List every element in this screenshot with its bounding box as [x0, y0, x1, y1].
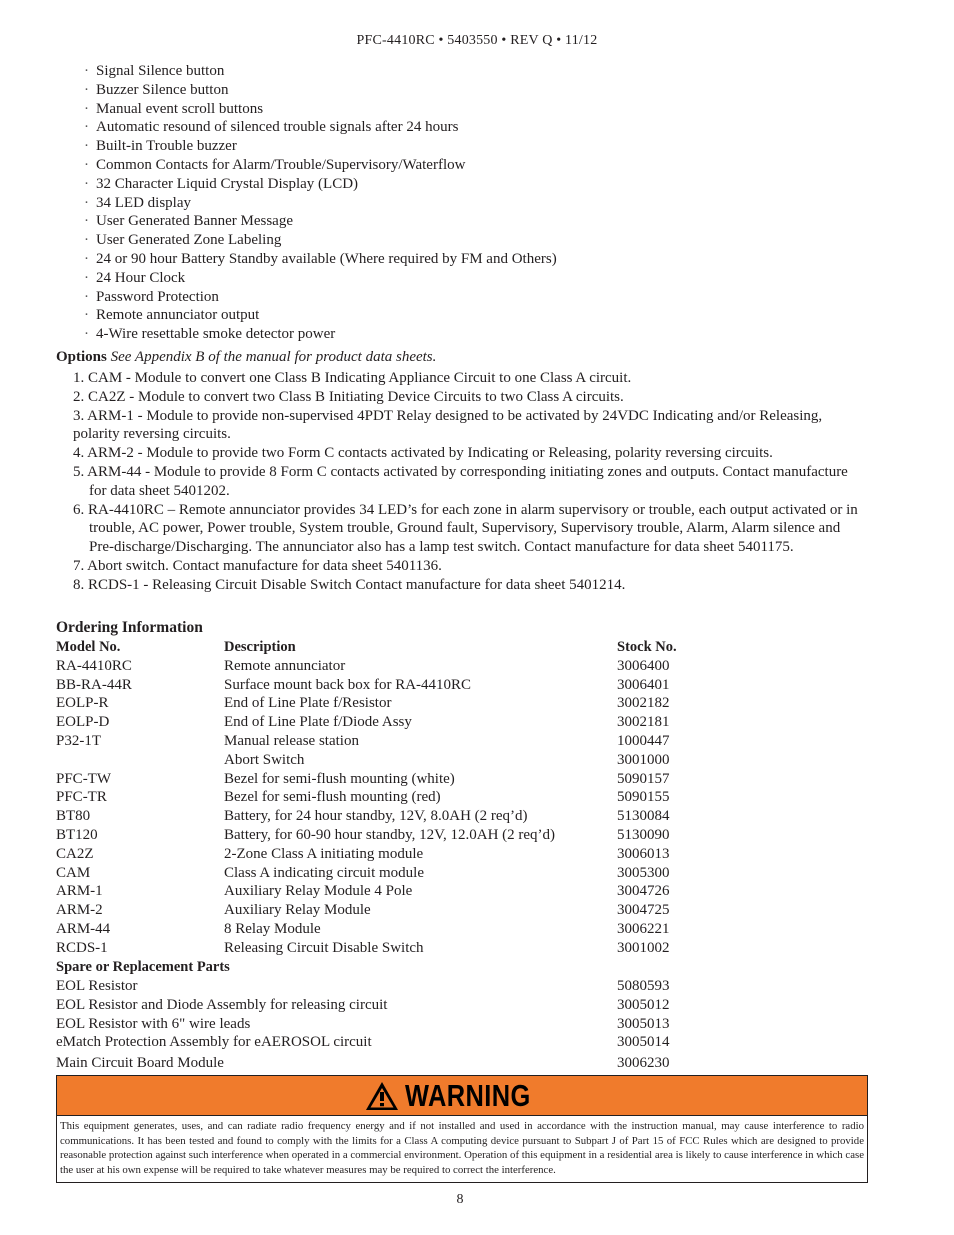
description-cell: Remote annunciator	[224, 657, 346, 674]
description-cell: Battery, for 60-90 hour standby, 12V, 12.0AH (2 req’d)	[224, 826, 556, 843]
table-row	[56, 713, 736, 732]
feature-item: · User Generated Zone Labeling	[84, 232, 282, 249]
option-item: 7. Abort switch. Contact manufacture for data sheet 5401136.	[73, 557, 442, 574]
description-cell: Main Circuit Board Module	[56, 1055, 224, 1072]
options-title: Options	[56, 349, 107, 365]
stock-cell: 3005013	[617, 1015, 670, 1032]
options-note: See Appendix B of the manual for product data sheets.	[110, 349, 437, 365]
feature-item: · Built-in Trouble buzzer	[84, 138, 237, 155]
bullet: ·	[84, 100, 89, 117]
stock-cell: 3002182	[617, 695, 670, 712]
warning-banner	[57, 1076, 867, 1116]
description-cell: Manual release station	[224, 732, 359, 749]
feature-item: · User Generated Banner Message	[84, 213, 293, 230]
ordering-header-row	[56, 638, 736, 657]
model-cell: P32-1T	[56, 732, 101, 749]
model-cell: BB-RA-44R	[56, 676, 132, 693]
spare-parts-title: Spare or Replacement Parts	[56, 959, 230, 975]
description-cell: End of Line Plate f/Resistor	[224, 695, 392, 712]
table-row	[56, 845, 736, 864]
feature-item: · Password Protection	[84, 288, 219, 305]
option-item: 4. ARM-2 - Module to provide two Form C contacts activated by Indicating or Releasing, polarity reversing circuits.	[73, 445, 773, 462]
feature-item: · Remote annunciator output	[84, 307, 260, 324]
description-cell: eMatch Protection Assembly for eAEROSOL circuit	[56, 1034, 372, 1051]
bullet: ·	[84, 250, 89, 267]
bullet: ·	[84, 269, 89, 286]
description-cell: Battery, for 24 hour standby, 12V, 8.0AH (2 req’d)	[224, 808, 528, 825]
table-row	[56, 864, 736, 883]
feature-item: · 4-Wire resettable smoke detector power	[84, 326, 336, 343]
bullet: ·	[84, 213, 89, 230]
description-cell: Abort Switch	[224, 751, 305, 768]
bullet: ·	[84, 232, 89, 249]
description-cell: Auxiliary Relay Module	[224, 902, 371, 919]
bullet: ·	[84, 63, 89, 79]
model-cell: BT120	[56, 826, 98, 843]
feature-item: · 34 LED display	[84, 194, 191, 211]
model-cell: PFC-TW	[56, 770, 112, 787]
column-header-description: Description	[224, 639, 296, 655]
table-row	[56, 977, 736, 996]
table-row	[56, 901, 736, 920]
stock-cell: 3006400	[617, 657, 670, 674]
stock-cell: 3004725	[617, 902, 670, 919]
document-header: PFC-4410RC • 5403550 • REV Q • 11/12	[356, 33, 598, 48]
column-header-model: Model No.	[56, 639, 121, 655]
page-number: 8	[456, 1192, 464, 1207]
bullet: ·	[84, 81, 89, 98]
option-item: 3. ARM-1 - Module to provide non-supervised 4PDT Relay designed to be activated by 24VDC Indicating and/or Releasing, polarity reversing circuits.	[73, 407, 823, 443]
ordering-title: Ordering Information	[56, 619, 203, 636]
description-cell: Bezel for semi-flush mounting (red)	[224, 789, 441, 806]
model-cell: RCDS-1	[56, 939, 108, 956]
option-item: 1. CAM - Module to convert one Class B Indicating Appliance Circuit to one Class A circuit.	[73, 370, 632, 386]
warning-text: This equipment generates, uses, and can radiate radio frequency energy and if not installed and used in accordance with the instruction manual, may cause interference to radio communications. It has been tested and found to comply with the limits for a Class A computing device pursuant to Subpart J of Part 15 of FCC Rules which are designed to provide reasonable protection against such interference when operated in a commercial environment. Operation of this equipment in a residential area is likely to cause interference in which case the user at his own expense will be required to take whatever measures may be required to correct the interference.	[60, 1120, 864, 1176]
description-cell: Auxiliary Relay Module 4 Pole	[224, 883, 413, 900]
table-row	[56, 770, 736, 789]
bullet: ·	[84, 119, 89, 136]
stock-cell: 3005014	[617, 1034, 670, 1051]
stock-cell: 3001002	[617, 939, 670, 956]
description-cell: Surface mount back box for RA-4410RC	[224, 676, 472, 693]
spare-parts-table	[56, 977, 736, 1073]
table-row	[56, 657, 736, 676]
stock-cell: 3001000	[617, 751, 670, 768]
table-row	[56, 694, 736, 713]
table-row	[56, 920, 736, 939]
model-cell: ARM-2	[56, 902, 103, 919]
model-cell	[56, 751, 224, 770]
warning-triangle-icon	[365, 1081, 399, 1111]
stock-cell: 5090155	[617, 789, 670, 806]
bullet: ·	[84, 156, 89, 173]
feature-item: · 24 Hour Clock	[84, 269, 186, 286]
model-cell: CA2Z	[56, 845, 94, 862]
feature-item: · Common Contacts for Alarm/Trouble/Supervisory/Waterflow	[84, 156, 466, 173]
model-cell: ARM-44	[56, 920, 111, 937]
stock-cell: 5080593	[617, 978, 670, 994]
model-cell: BT80	[56, 808, 91, 825]
model-cell: PFC-TR	[56, 789, 107, 806]
table-row	[56, 1052, 736, 1073]
table-row	[56, 939, 736, 958]
stock-cell: 3005012	[617, 996, 670, 1013]
table-row	[56, 676, 736, 695]
stock-cell: 3004726	[617, 883, 670, 900]
table-row	[56, 807, 736, 826]
table-row	[56, 882, 736, 901]
table-row	[56, 996, 736, 1015]
bullet: ·	[84, 138, 89, 155]
feature-item: · Manual event scroll buttons	[84, 100, 264, 117]
feature-item: · Signal Silence button	[84, 63, 225, 79]
stock-cell: 3006401	[617, 676, 670, 693]
stock-cell: 3005300	[617, 864, 670, 881]
table-row	[56, 1033, 736, 1052]
stock-cell: 3002181	[617, 714, 670, 731]
table-row	[56, 732, 736, 751]
warning-label: WARNING	[405, 1077, 532, 1113]
option-item: 2. CA2Z - Module to convert two Class B Initiating Device Circuits to two Class A circuits.	[73, 388, 624, 405]
table-row	[56, 1015, 736, 1034]
options-list	[56, 369, 864, 595]
bullet: ·	[84, 175, 89, 192]
stock-cell: 5130090	[617, 826, 670, 843]
column-header-stock: Stock No.	[617, 639, 677, 655]
model-cell: EOLP-D	[56, 714, 110, 731]
option-item: 5. ARM-44 - Module to provide 8 Form C contacts activated by corresponding initiating zones and outputs. Contact manufacture for data sheet 5401202.	[73, 463, 848, 499]
description-cell: EOL Resistor with 6" wire leads	[56, 1015, 251, 1032]
description-cell: Class A indicating circuit module	[224, 864, 424, 881]
stock-cell: 5090157	[617, 770, 670, 787]
description-cell: EOL Resistor and Diode Assembly for releasing circuit	[56, 996, 388, 1013]
model-cell: RA-4410RC	[56, 657, 132, 674]
bullet: ·	[84, 288, 89, 305]
warning-box	[56, 1075, 868, 1183]
feature-item: · Buzzer Silence button	[84, 81, 229, 98]
feature-list	[84, 62, 557, 344]
description-cell: Bezel for semi-flush mounting (white)	[224, 770, 455, 787]
table-row	[56, 788, 736, 807]
description-cell: Releasing Circuit Disable Switch	[224, 939, 424, 956]
option-item: 6. RA-4410RC – Remote annunciator provides 34 LED’s for each zone in alarm supervisory or trouble, each output activated or in trouble, AC power, Power trouble, System trouble, Ground fault, Supervisory, Supervisory trouble, Alarm, Alarm silence and Pre-discharge/Discharging. The annunciator also has a lamp test switch. Contact manufacture for data sheet 5401175.	[73, 501, 858, 556]
stock-cell: 5130084	[617, 808, 670, 825]
feature-item: · Automatic resound of silenced trouble signals after 24 hours	[84, 119, 459, 136]
feature-item: · 32 Character Liquid Crystal Display (LCD)	[84, 175, 359, 192]
table-row	[56, 751, 736, 770]
stock-cell: 3006230	[617, 1055, 670, 1072]
feature-item: · 24 or 90 hour Battery Standby available (Where required by FM and Others)	[84, 250, 557, 267]
stock-cell: 3006221	[617, 920, 670, 937]
table-row	[56, 826, 736, 845]
bullet: ·	[84, 326, 89, 343]
model-cell: CAM	[56, 864, 91, 881]
model-cell: ARM-1	[56, 883, 103, 900]
options-heading	[56, 349, 436, 366]
stock-cell: 3006013	[617, 845, 670, 862]
description-cell: End of Line Plate f/Diode Assy	[224, 714, 412, 731]
bullet: ·	[84, 307, 89, 324]
description-cell: EOL Resistor	[56, 978, 138, 994]
description-cell: 2-Zone Class A initiating module	[224, 845, 424, 862]
ordering-table	[56, 638, 736, 958]
description-cell: 8 Relay Module	[224, 920, 321, 937]
option-item: 8. RCDS-1 - Releasing Circuit Disable Switch Contact manufacture for data sheet 5401214.	[73, 576, 626, 593]
bullet: ·	[84, 194, 89, 211]
model-cell: EOLP-R	[56, 695, 109, 712]
stock-cell: 1000447	[617, 732, 670, 749]
